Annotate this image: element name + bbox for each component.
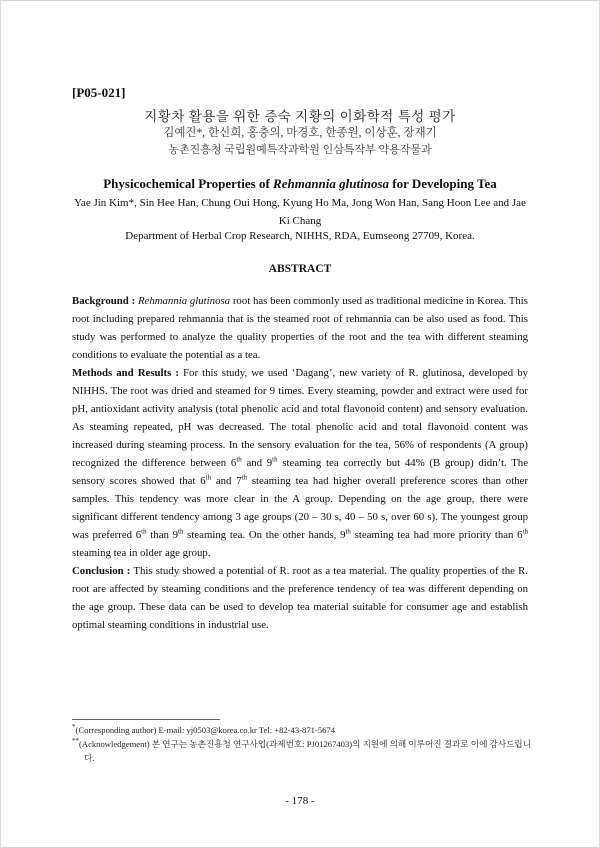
methods-text-5: steaming tea had higher overall preference scores than other samples. This tendency was more clear in the A group. Depending on the age group, there were significant different tendency among 3 age groups (20 – 30 s, 40 – 50 s, over 60 s). The youngest group was preferred 6 [72, 475, 528, 541]
ordinal-sup: th [205, 473, 212, 482]
footnote-mark: ** [72, 737, 79, 746]
abstract-body [72, 292, 528, 634]
methods-label: Methods and Results : [72, 367, 179, 379]
footnote-corresponding-text: (Corresponding author) E-mail: yj0503@korea.co.kr Tel: +82-43-871-5674 [75, 725, 335, 735]
methods-text-9: steaming tea in older age group. [72, 547, 211, 559]
english-title [60, 176, 540, 192]
background-species: Rehmannia glutinosa [137, 295, 231, 307]
conclusion-text: This study showed a potential of R. root as a tea material. The quality properties of the R. root are affected by steaming conditions and the preference tendency of tea was different depending on the age group. These data can be used to develop tea material suitable for consumer age and establish optimal steaming conditions in industrial use. [72, 565, 528, 631]
methods-text-2: and 9 [241, 457, 273, 469]
background-paragraph [72, 292, 528, 364]
methods-text-7: steaming tea. On the other hands, 9 [183, 529, 346, 541]
methods-text-4: and 7 [211, 475, 242, 487]
ordinal-sup: th [522, 527, 529, 536]
footnote-divider [72, 719, 220, 720]
korean-authors: 김예진*, 한신희, 홍충의, 마경호, 한종원, 이상훈, 장재기 [163, 127, 437, 139]
background-text: root has been commonly used as traditional medicine in Korea. This root including prepared rehmannia that is the steamed root of rehmannia can be also used as food. This study was performed to analyze the quality properties of the root and the tea with different steaming conditions to evaluate the potential as a tea. [72, 295, 528, 361]
korean-affiliation: 농촌진흥청 국립원예특작과학원 인삼특작부 약용작물과 [168, 144, 432, 156]
ordinal-sup: th [241, 473, 248, 482]
footnote-acknowledgement-text: (Acknowledgement) 본 연구는 농촌진흥청 연구사업(과제번호: PJ01267403)의 지원에 의해 이루어진 결과로 이에 감사드립니다. [79, 739, 532, 763]
poster-code: [P05-021] [72, 85, 126, 100]
methods-text-8: steaming tea had more priority than 6 [350, 529, 523, 541]
methods-text-1: For this study, we used ‘Dagang’, new variety of R. glutinosa, developed by NIHHS. The root was dried and steamed for 9 times. Every steaming, powder and extract were used for pH, antioxidant activity analysis (total phenolic acid and total flavonoid content) and sensory evaluation. As steaming repeated, pH was decreased. The total phenolic acid and total flavonoid content was increased during steaming process. In the sensory evaluation for the tea, 56% of respondents (A group) recognized the difference between 6 [72, 367, 528, 469]
ordinal-sup: th [236, 455, 242, 464]
english-affiliation: Department of Herbal Crop Research, NIHHS, RDA, Eumseong 27709, Korea. [125, 230, 475, 242]
background-label: Background : [72, 295, 136, 307]
footnote-acknowledgement [72, 737, 534, 765]
korean-title: 지황차 활용을 위한 증숙 지황의 이화학적 특성 평가 [144, 109, 456, 124]
english-title-post: for Developing Tea [389, 176, 497, 191]
abstract-heading: ABSTRACT [268, 263, 332, 275]
english-title-pre: Physicochemical Properties of [103, 176, 274, 191]
footnotes [72, 723, 534, 765]
methods-text-3: steaming tea correctly but 44% (B group) didn’t. The sensory scores showed that 6 [72, 457, 528, 487]
ordinal-sup: th [141, 527, 147, 536]
footnote-mark: * [72, 723, 76, 732]
footnote-corresponding [72, 723, 534, 737]
methods-text-6: than 9 [146, 529, 178, 541]
conclusion-paragraph [72, 562, 528, 634]
ordinal-sup: th [345, 527, 351, 536]
methods-paragraph [72, 364, 528, 562]
ordinal-sup: th [272, 455, 278, 464]
ordinal-sup: th [178, 527, 184, 536]
conclusion-label: Conclusion : [72, 565, 131, 577]
page-number: - 178 - [285, 795, 315, 807]
english-title-species: Rehmannia glutinosa [273, 176, 390, 191]
english-authors: Yae Jin Kim*, Sin Hee Han, Chung Oui Hong, Kyung Ho Ma, Jong Won Han, Sang Hoon Lee and Jae Ki Chang [74, 197, 526, 227]
